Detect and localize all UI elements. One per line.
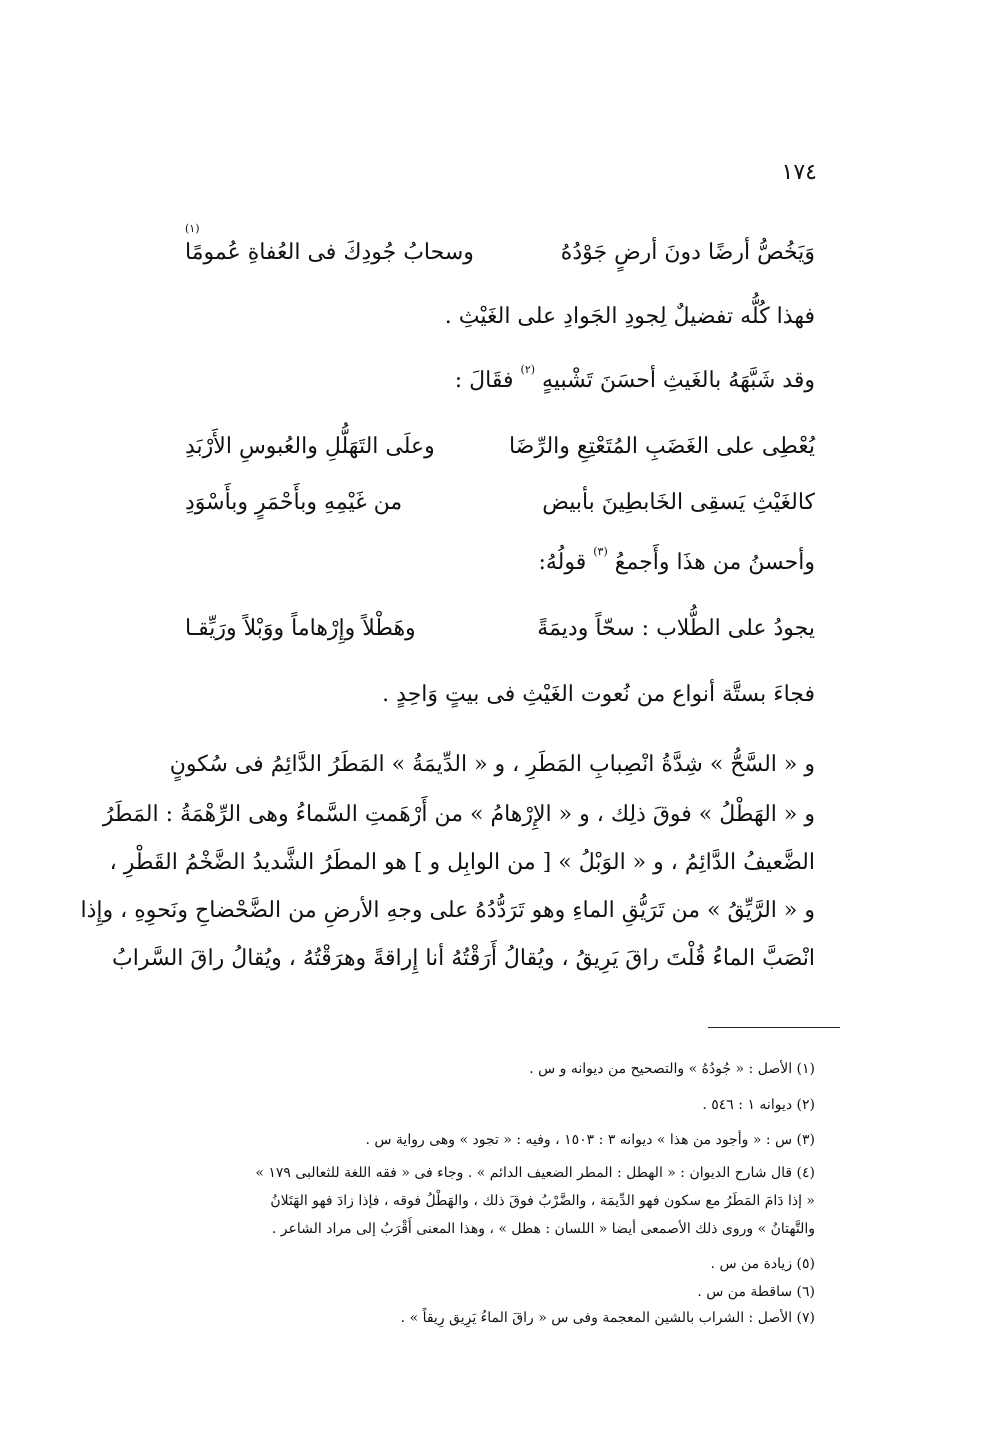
prose-line-5: انْصَبَّ الماءُ قُلْتَ راقَ يَرِيقُ ، ويُقالُ أَرَقْتُهُ أنا إِراقةً وهرَقْتُهُ ، ويُقالُ راقَ السَّرابُ: [112, 946, 815, 971]
prose-line-2: و « الهَطْلُ » فوقَ ذلِك ، و « الإِرْهامُ » من أَرْهَمتِ السَّماءُ وهى الرِّهْمَةُ : المَطَرُ: [102, 802, 815, 827]
verse-1-first-hemistich: وَيَخُصُّ أرضًا دونَ أرضٍ جَوْدُهُ: [560, 240, 815, 265]
verse-3-second-hemistich: من غَيْمِهِ وبأَحْمَرٍ وبأَسْوَدِ: [185, 490, 403, 515]
text-line-2-part-b: فقَالَ :: [454, 368, 514, 393]
verse-3: [185, 490, 815, 524]
text-line-3-part-a: وأحسنُ من هذَا وأَجمعُ: [614, 550, 815, 575]
footnote-5: (٥) زيادة من س .: [710, 1256, 815, 1272]
prose-line-3: الضَّعيفُ الدَّائِمُ ، و « الوَبْلُ » [ من الوابِل و ] هو المطَرُ الشَّديدُ الضَّخْمُ القَطْرِ ،: [109, 850, 815, 875]
footnote-7: (٧) الأصل : الشراب بالشين المعجمة وفى س « راقَ الماءُ يَرِيق رِيقاً » .: [400, 1310, 815, 1326]
text-line-4: فجاءَ بستَّة أنواع من نُعوت الغَيْثِ فى بيتٍ وَاحِدٍ .: [382, 682, 815, 707]
verse-2-second-hemistich: وعلَى التَهَلُّلِ والعُبوسِ الأَرْبَدِ: [185, 434, 435, 459]
footnote-marker-1: (١): [185, 222, 200, 235]
verse-2-first-hemistich: يُعْطِى على الغَضَبِ المُتَعْتِعِ والرِّضَا: [508, 434, 815, 459]
verse-1: [185, 222, 815, 274]
footnote-3: (٣) س : « وأجود من هذا » ديوانه ٣ : ١٥٠٣ ، وفيه : « تجود » وهى رواية س .: [365, 1132, 815, 1148]
footnote-6: (٦) ساقطة من س .: [697, 1284, 815, 1300]
verse-4: [185, 616, 815, 650]
page-number: ١٧٤: [781, 160, 817, 185]
text-line-3: [160, 545, 815, 575]
footnote-2: (٢) ديوانه ١ : ٥٤٦ .: [702, 1097, 815, 1113]
text-line-1: فهذا كُلُّه تفضيلٌ لِجودِ الجَوادِ على الغَيْثِ .: [444, 304, 815, 329]
prose-line-1: و « السَّحُّ » شِدَّةُ انْصِبابِ المَطَرِ ، و « الدِّيمَةُ » المَطَرُ الدَّائِمُ فى سُكونٍ: [169, 752, 815, 777]
footnote-4-line-2: « إذا دَامَ المَطَرُ مع سكون فهو الدِّيمَة ، والضَّرْبُ فوقَ ذلك ، والهَطْلُ فوقه ، فإذا زادَ فهو الهَتَلانُ: [270, 1193, 815, 1209]
verse-3-first-hemistich: كالغَيْثِ يَسقِى الخَابطِينَ بأبيض: [542, 490, 815, 515]
verse-4-first-hemistich: يجودُ على الطُّلاب : سحّاً وديمَةً: [537, 616, 815, 641]
text-line-3-part-b: قولُهُ:: [538, 550, 587, 575]
footnote-4-line-1: (٤) قال شارح الديوان : « الهطل : المطر الضعيف الدائم » . وجاء فى « فقه اللغة للثعالبى ١٧٩ »: [255, 1165, 815, 1181]
footnote-marker-2: (٢): [520, 363, 536, 376]
text-line-2-part-a: وقد شَبَّهَهُ بالغَيثِ أحسَنَ تَشْبيهٍ: [542, 368, 815, 393]
verse-1-second-hemistich: [185, 222, 474, 265]
prose-line-4: و « الرَّيِّقُ » من تَرَيُّقِ الماءِ وهو تَرَدُّدُهُ على وجهِ الأرضِ من الضَّحْضاحِ ونَحوِهِ ، وإِذا: [80, 898, 815, 923]
footnote-1: (١) الأصل : « جُودُهُ » والتصحيح من ديوانه و س .: [529, 1061, 815, 1077]
verse-2: [185, 434, 815, 468]
footnote-separator: [708, 1027, 840, 1028]
footnote-4-line-3: والتَّهتانُ » وروى ذلك الأصمعى أيضا « اللسان : هطل » ، وهذا المعنى أَقْرَبُ إلى مراد الشاعر .: [271, 1221, 815, 1237]
footnote-marker-3: (٣): [593, 545, 608, 558]
verse-4-second-hemistich: وهَطْلاً وإِرْهاماً ووَبْلاً ورَيِّقـا: [185, 616, 416, 641]
verse-1-second-hemistich-text: وسحابُ جُودِكَ فى العُفاةِ عُمومًا: [185, 240, 474, 265]
text-line-2: [160, 363, 815, 393]
